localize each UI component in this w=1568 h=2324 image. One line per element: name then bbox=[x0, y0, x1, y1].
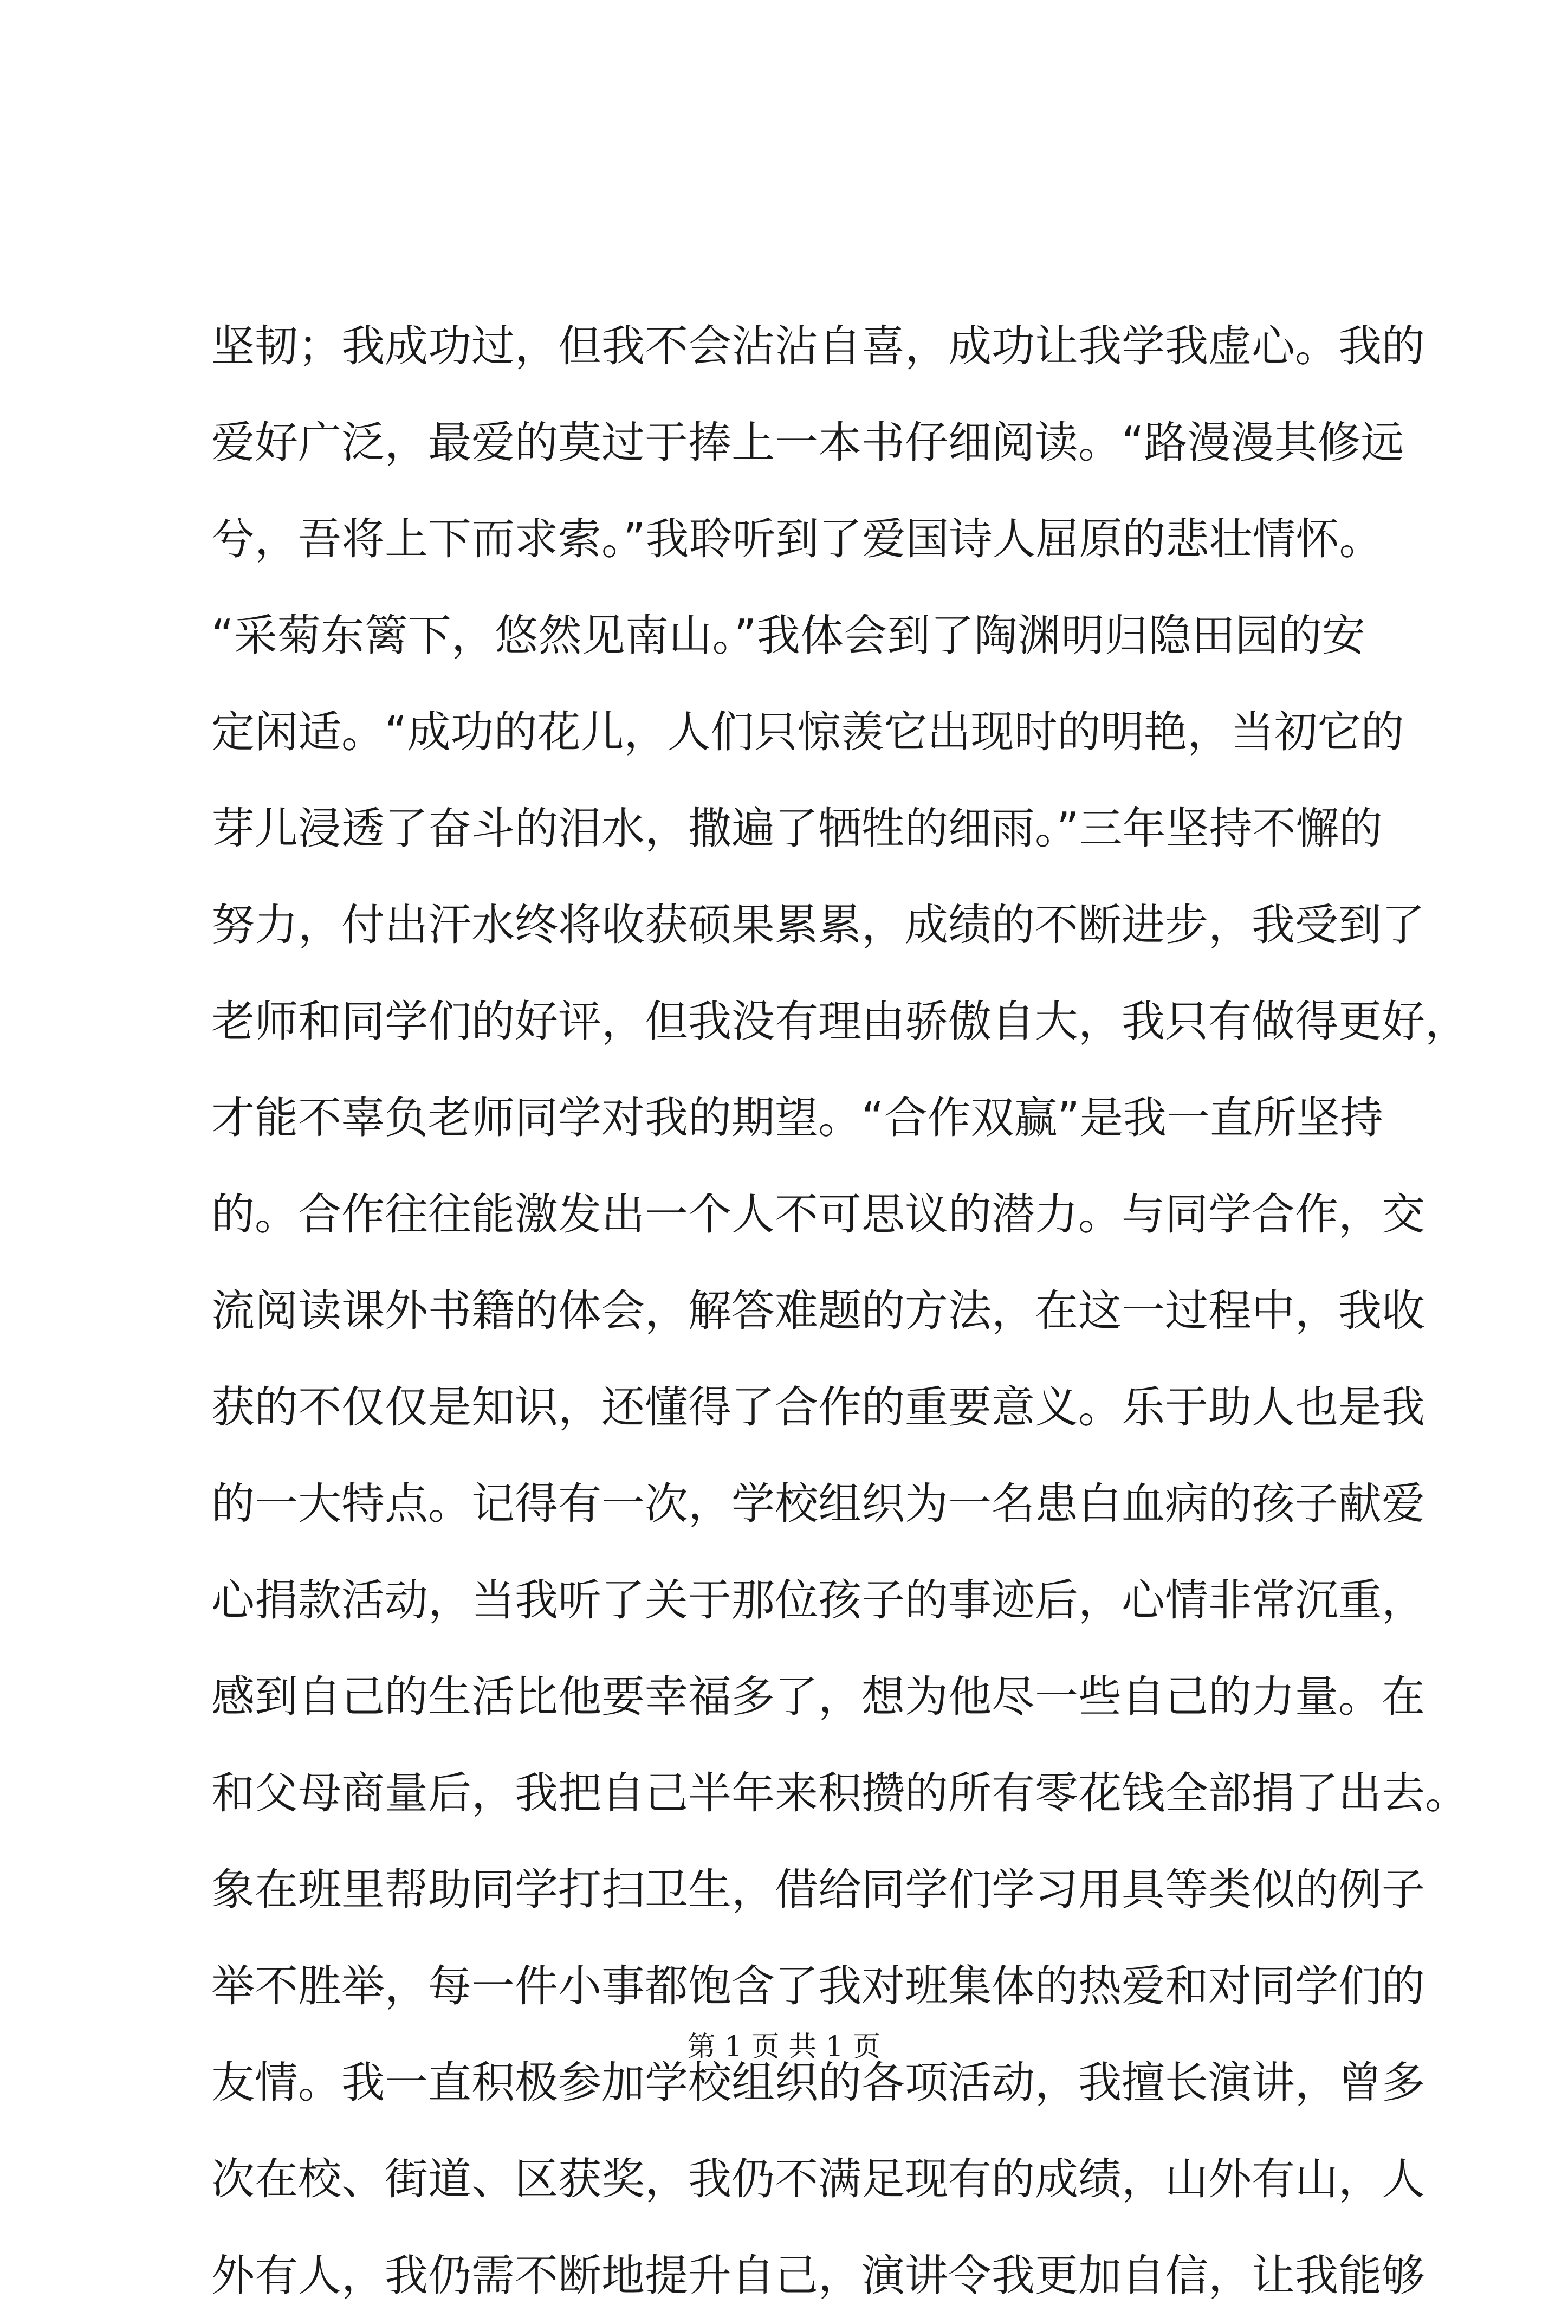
body-text bbox=[211, 298, 1468, 2324]
text-line: 老师和同学们的好评，但我没有理由骄傲自大，我只有做得更好， bbox=[211, 996, 1468, 1047]
text-line: 外有人，我仍需不断地提升自己，演讲令我更加自信，让我能够 bbox=[211, 2250, 1425, 2301]
text-line: 定闲适。“成功的花儿，人们只惊羡它出现时的明艳，当初它的 bbox=[211, 707, 1404, 757]
text-line: 兮，吾将上下而求索。”我聆听到了爱国诗人屈原的悲壮情怀。 bbox=[211, 514, 1383, 564]
text-line: 的。合作往往能激发出一个人不可思议的潜力。与同学合作，交 bbox=[211, 1189, 1425, 1240]
text-line: 努力，付出汗水终将收获硕果累累，成绩的不断进步，我受到了 bbox=[211, 900, 1425, 950]
text-line: 爱好广泛，最爱的莫过于捧上一本书仔细阅读。“路漫漫其修远 bbox=[211, 417, 1404, 468]
text-line: 友情。我一直积极参加学校组织的各项活动，我擅长演讲，曾多 bbox=[211, 2057, 1425, 2108]
text-line: 芽儿浸透了奋斗的泪水，撒遍了牺牲的细雨。”三年坚持不懈的 bbox=[211, 803, 1383, 854]
text-line: 象在班里帮助同学打扫卫生，借给同学们学习用具等类似的例子 bbox=[211, 1864, 1425, 1915]
text-line: 获的不仅仅是知识，还懂得了合作的重要意义。乐于助人也是我 bbox=[211, 1382, 1425, 1432]
text-line: “采菊东篱下，悠然见南山。”我体会到了陶渊明归隐田园的安 bbox=[211, 610, 1365, 661]
text-line: 次在校、街道、区获奖，我仍不满足现有的成绩，山外有山，人 bbox=[211, 2154, 1425, 2204]
text-line: 流阅读课外书籍的体会，解答难题的方法，在这一过程中，我收 bbox=[211, 1286, 1425, 1336]
text-line: 感到自己的生活比他要幸福多了，想为他尽一些自己的力量。在 bbox=[211, 1671, 1425, 1722]
text-line: 和父母商量后，我把自己半年来积攒的所有零花钱全部捐了出去。 bbox=[211, 1768, 1468, 1818]
text-line: 举不胜举，每一件小事都饱含了我对班集体的热爱和对同学们的 bbox=[211, 1961, 1425, 2011]
text-line: 坚韧；我成功过，但我不会沾沾自喜，成功让我学我虚心。我的 bbox=[211, 321, 1425, 371]
text-line: 才能不辜负老师同学对我的期望。“合作双赢”是我一直所坚持 bbox=[211, 1093, 1383, 1143]
page-number-label: 第 1 页 共 1 页 bbox=[687, 2031, 881, 2063]
text-line: 心捐款活动，当我听了关于那位孩子的事迹后，心情非常沉重， bbox=[211, 1575, 1425, 1625]
page-footer bbox=[0, 2028, 1568, 2066]
text-line: 的一大特点。记得有一次，学校组织为一名患白血病的孩子献爱 bbox=[211, 1479, 1425, 1529]
